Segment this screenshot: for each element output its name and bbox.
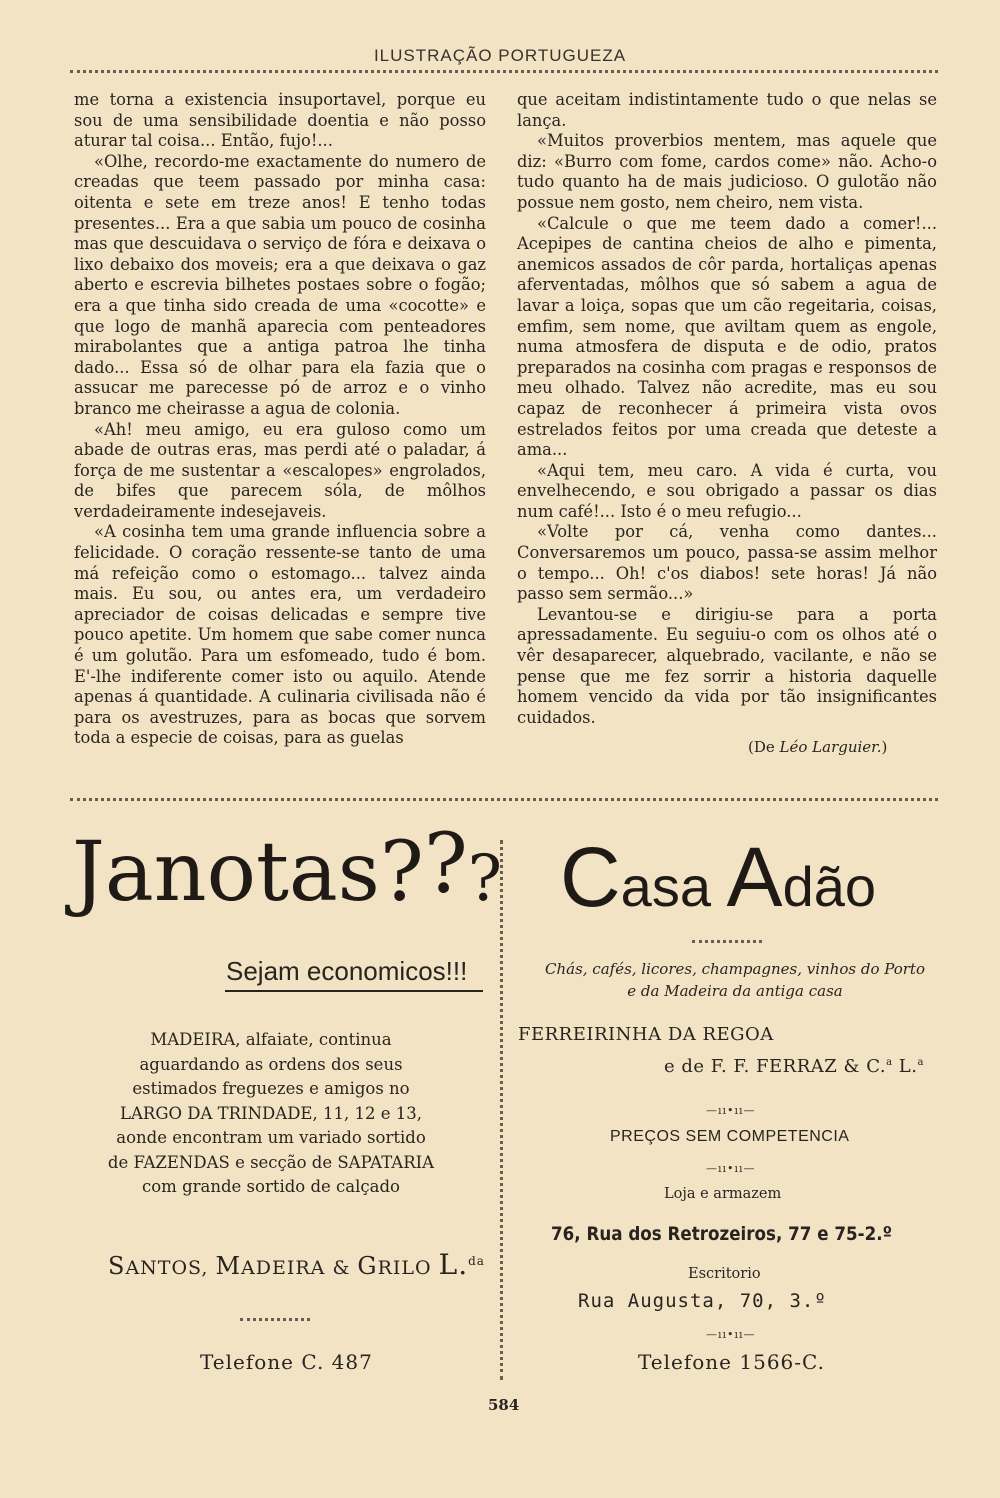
paragraph: me torna a existencia insuportavel, porque eu sou de uma sensibilidade doentia e não posso aturar tal coisa... Então, fujo!... (74, 90, 486, 151)
firm-part: ADEIRA & (241, 1257, 358, 1279)
ad-title-q3: ? (467, 842, 503, 916)
superscript: a (886, 1057, 893, 1068)
ad-title (72, 817, 503, 920)
ad-line: FERREIRINHA DA REGOA (518, 1024, 774, 1045)
paragraph: «Calcule o que me teem dado a comer!... Acepipes de cantina cheios de alho e pimenta, anemicos assados de côr parda, hortaliças apenas aferventadas, môlhos que só sabem a agua de lavar a loiça, sopas que um cão regeitaria, coisas, emfim, sem nome, que aviltam quem as engole, numa atmosfera de disputa e de odio, pratos preparados na cosinha com pragas e responsos de meu olhado. Talvez não acredite, mas eu sou capaz de reconhecer á primeira vista ovos estrelados feitos por uma creada que deteste a ama... (517, 213, 937, 460)
ad-phone: Telefone C. 487 (200, 1350, 373, 1374)
firm-part: RILO (377, 1257, 439, 1279)
ad-phone: Telefone 1566-C. (638, 1350, 825, 1374)
page-number: 584 (488, 1396, 520, 1414)
paragraph: Levantou-se e dirigiu-se para a porta apressadamente. Eu seguiu-o com os olhos até o vêr desaparecer, alquebrado, vacilante, e não se pense que me fez sorrir a historia daquelle homem vencido da vida por tão insignificantes cuidados. (517, 604, 937, 727)
paragraph: «A cosinha tem uma grande influencia sobre a felicidade. O coração ressente-se tanto de uma má refeição como o estomago... talvez ainda mais. Eu sou, ou antes era, um verdadeiro apreciador de coisas delicadas e sempre tive pouco apetite. Um homem que sabe comer nunca é um golutão. Para um esfomeado, tudo é bom. E'-lhe indiferente comer isto ou aquilo. Atende apenas á quantidade. A culinaria civilisada não é para os avestruzes, para as bocas que sorvem toda a especie de coisas, para as guelas (74, 522, 486, 748)
paragraph: «Ah! meu amigo, eu era guloso como um abade de outras eras, mas perdi até o paladar, á força de me sustentar a «escalopes» engrolados, de bifes que parecem sóla, de môlhos verdadeiramente indesejaveis. (74, 419, 486, 521)
ad-title-main: Janotas? (72, 825, 424, 920)
title-initial: A (726, 830, 783, 924)
credit-prefix: (De (748, 738, 780, 756)
ad-line (664, 1056, 924, 1077)
credit-suffix: ) (881, 738, 888, 756)
paragraph: que aceitam indistintamente tudo o que nelas se lança. (517, 90, 937, 130)
ad-column-divider (500, 840, 503, 1380)
ad-tagline: Sejam economicos!!! (226, 956, 468, 986)
paragraph: «Aqui tem, meu caro. A vida é curta, vou envelhecendo, e sou obrigado a passar os dias num café!... Isto é o meu refugio... (517, 460, 937, 521)
goods-line: Chás, cafés, licores, champagnes, vinhos do Porto (544, 960, 925, 978)
ad-title-q2: ? (423, 817, 468, 912)
superscript: a (917, 1057, 924, 1068)
firm-initial: S (108, 1252, 126, 1280)
title-part: dão (782, 855, 876, 918)
tagline-underline (225, 990, 483, 992)
paragraph: «Volte por cá, venha como dantes... Conversaremos um pouco, passa-se assim melhor o tempo... Oh! c'os diabos! sete horas! Já não passo sem sermão...» (517, 522, 937, 604)
section-divider (70, 798, 938, 801)
credit-author: Léo Larguier. (779, 738, 882, 756)
ornament: —ıı•ıı— (706, 1162, 756, 1175)
firm-name (108, 1248, 485, 1281)
ad-prices: PREÇOS SEM COMPETENCIA (610, 1128, 850, 1145)
office-label: Escritorio (688, 1266, 761, 1282)
ad-title (560, 832, 876, 932)
store-label: Loja e armazem (664, 1186, 782, 1202)
header-divider (70, 70, 938, 73)
running-header: ILUSTRAÇÃO PORTUGUEZA (373, 46, 627, 65)
ferraz-text: L. (892, 1056, 918, 1077)
ferraz-text: e de F. F. FERRAZ & C. (664, 1056, 887, 1077)
title-initial: C (560, 830, 621, 924)
office-address: Rua Augusta, 70, 3.º (578, 1290, 827, 1312)
ornament: —ıı•ıı— (706, 1104, 756, 1117)
title-part: asa (620, 855, 727, 918)
paragraph: «Olhe, recordo-me exactamente do numero de creadas que teem passado por minha casa: oitenta e sete em treze anos! E tenho todas presentes... Era a que sabia um pouco de cosinha mas que descuidava o serviço de fóra e deixava o lixo debaixo dos moveis; era a que deixava o gaz aberto e escrevia bilhetes postaes sobre o fogão; era a que tinha sido creada de uma «cocotte» e que logo de manhã aparecia com penteadores mirabolantes que a antiga patroa lhe tinha dado... Essa só de olhar para ela fazia que o assucar me parecesse pó de arroz e o vinho branco me cheirasse a agua de colonia. (74, 151, 486, 418)
firm-initial: L. (438, 1248, 469, 1281)
ornament-dots (240, 1318, 310, 1321)
store-address: 76, Rua dos Retrozeiros, 77 e 75-2.º (551, 1223, 893, 1245)
article-column-left (74, 90, 486, 749)
author-credit (748, 738, 887, 756)
ornament: —ıı•ıı— (706, 1328, 756, 1341)
article-column-right (517, 90, 937, 728)
ornament-dots (692, 940, 762, 943)
firm-part: ANTOS, (125, 1257, 216, 1279)
ad-goods (520, 958, 950, 1002)
firm-superscript: da (468, 1254, 485, 1268)
ad-body: MADEIRA, alfaiate, continua aguardando as ordens dos seus estimados freguezes e amigos no LARGO DA TRINDADE, 11, 12 e 13, aonde encontram um variado sortido de FAZENDAS e secção de SAPATARIA com grande sortido de calçado (107, 1030, 435, 1196)
paragraph: «Muitos proverbios mentem, mas aquele que diz: «Burro com fome, cardos come» não. Acho-o tudo quanto ha de mais judicioso. O gulotão não possue nem gosto, nem cheiro, nem vista. (517, 131, 937, 212)
goods-line: e da Madeira da antiga casa (627, 982, 843, 1000)
firm-initial: M (215, 1252, 242, 1280)
firm-initial: G (357, 1252, 378, 1280)
